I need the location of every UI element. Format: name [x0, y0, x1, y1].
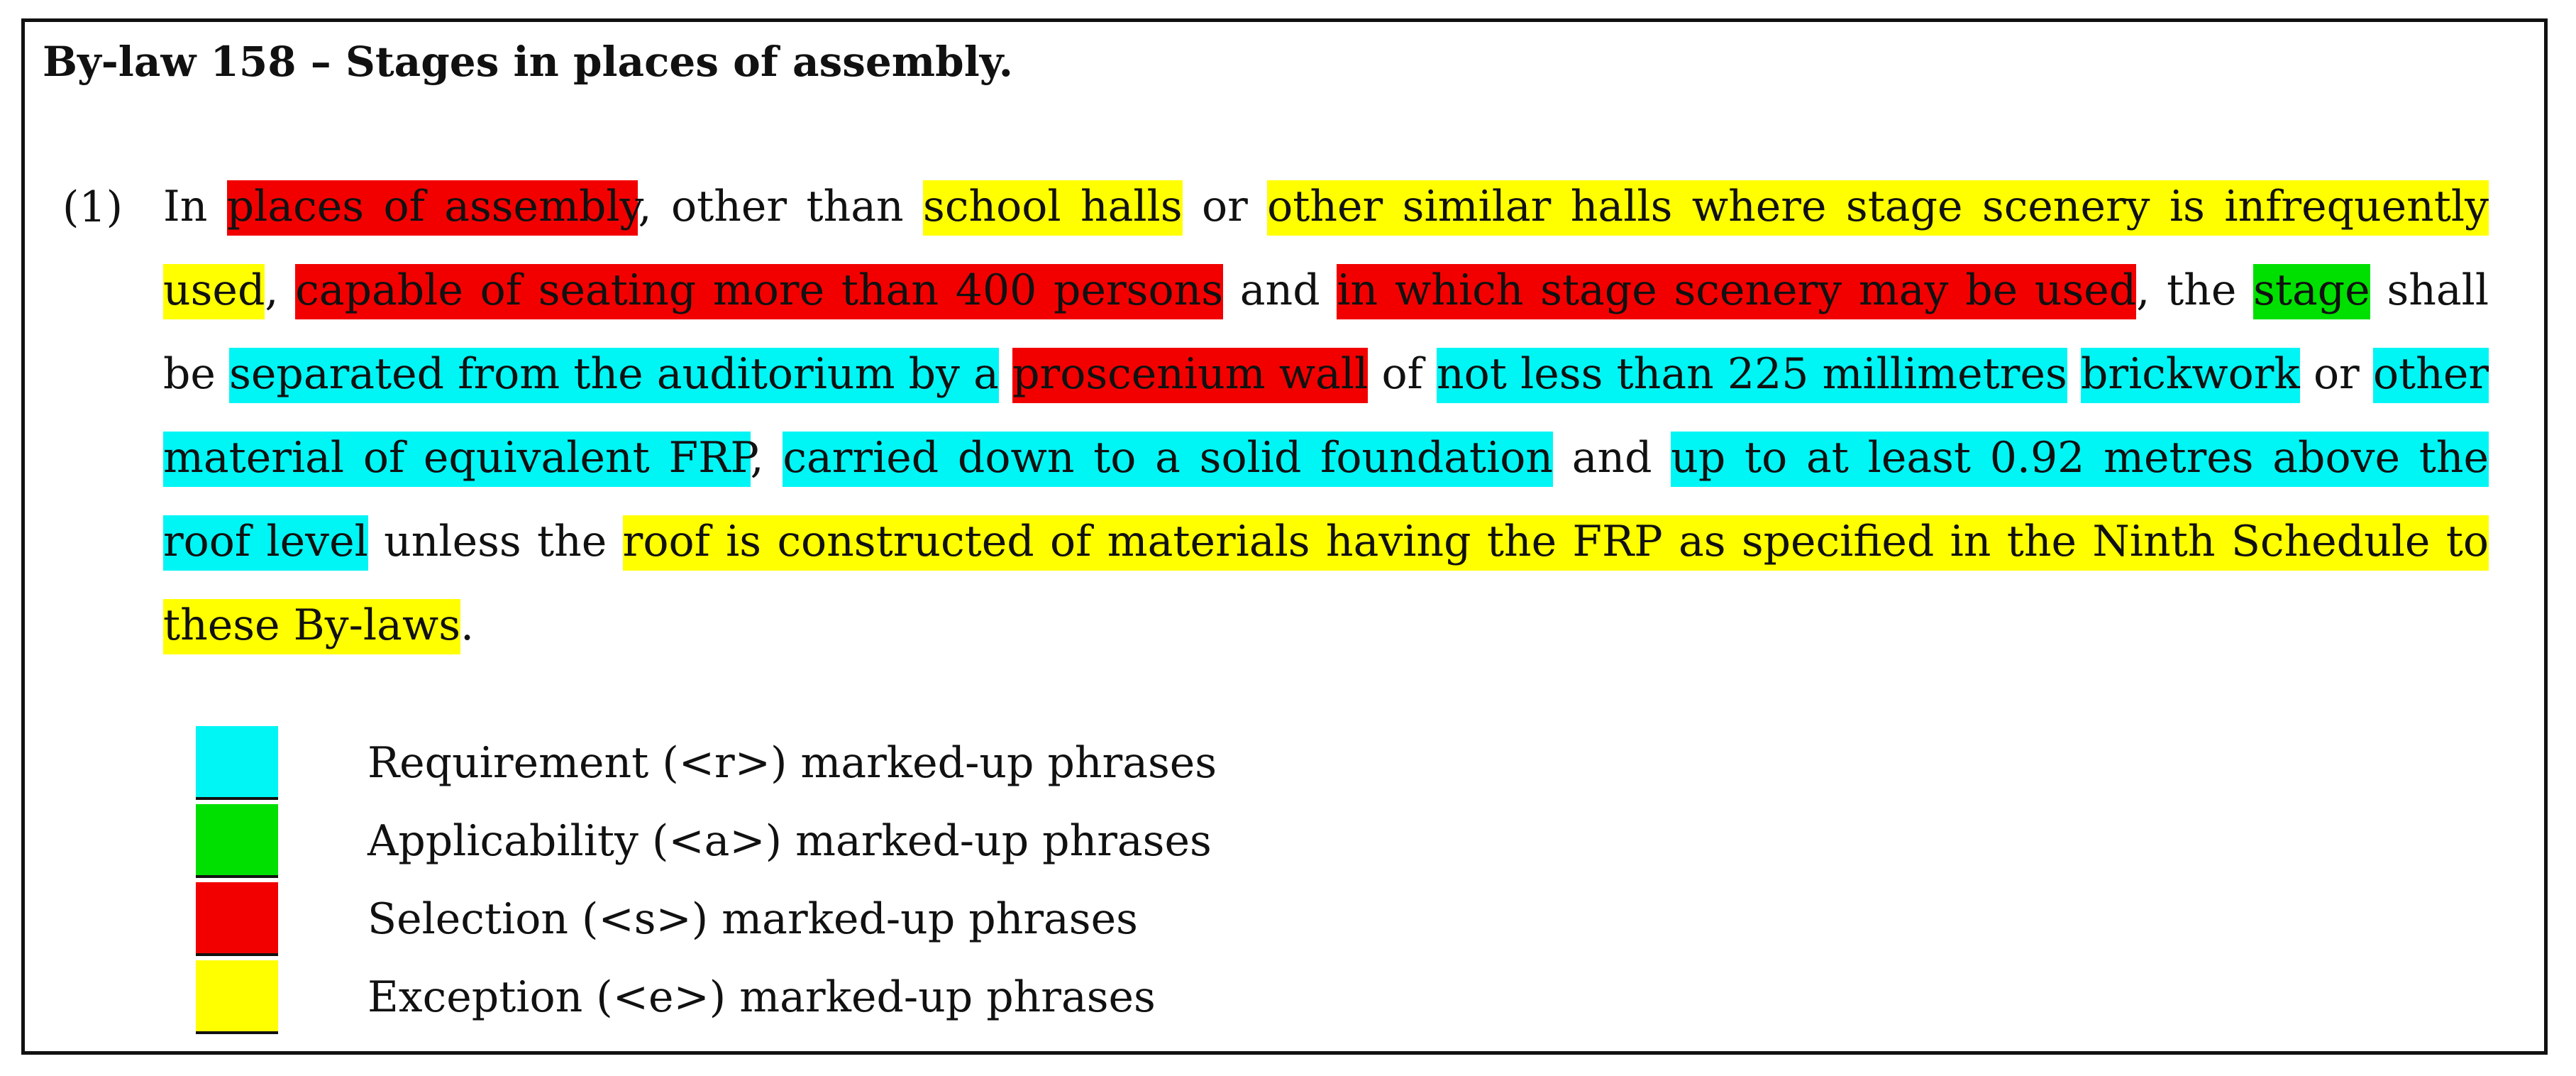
clause-text-run: or	[2299, 349, 2373, 399]
legend-label: Applicability (<a>) marked-up phrases	[367, 816, 1212, 866]
bylaw-title: By-law 158 – Stages in places of assembly.	[43, 38, 1013, 86]
exception-phrase: roof is constructed of materials having the FRP as specified in the Ninth Schedule to these By-laws	[163, 515, 2489, 654]
legend-label: Requirement (<r>) marked-up phrases	[367, 738, 1217, 788]
selection-phrase: in which stage scenery may be used	[1337, 264, 2136, 319]
clause-text-run: ,	[750, 433, 783, 483]
legend-label: Selection (<s>) marked-up phrases	[367, 894, 1138, 944]
clause-text-run: In	[163, 182, 227, 231]
clause-text-run: or	[1182, 182, 1268, 231]
requirement-phrase: carried down to a solid foundation	[783, 432, 1553, 487]
selection-phrase: places of assembly	[227, 180, 639, 236]
requirement-phrase: other material of equivalent FRP	[163, 348, 2489, 487]
requirement-phrase: separated from the auditorium by a	[229, 348, 999, 403]
legend-item-applicability	[196, 802, 1217, 880]
selection-color-swatch	[196, 882, 278, 956]
clause-text-run: unless the	[367, 517, 623, 566]
selection-phrase: capable of seating more than 400 persons	[295, 264, 1223, 319]
exception-phrase: other similar halls where stage scenery is infrequently used	[163, 180, 2489, 319]
applicability-color-swatch	[196, 804, 278, 878]
legend	[196, 724, 1217, 1036]
clause-text-run: ,	[265, 265, 296, 315]
clause-text-run	[2067, 349, 2081, 399]
legend-item-requirement	[196, 724, 1217, 802]
selection-phrase: proscenium wall	[1012, 348, 1368, 403]
legend-label: Exception (<e>) marked-up phrases	[367, 972, 1156, 1022]
clause-text-run: shall be	[163, 265, 2489, 399]
clause-text-run: , other than	[638, 182, 924, 231]
requirement-phrase: brickwork	[2081, 348, 2300, 403]
exception-phrase: school halls	[923, 180, 1182, 236]
applicability-phrase: stage	[2253, 264, 2370, 319]
clause-text-run: of	[1368, 349, 1437, 399]
clause-text-run: , the	[2136, 265, 2254, 315]
clause-text-run: and	[1552, 433, 1671, 483]
legend-item-selection	[196, 880, 1217, 958]
requirement-phrase: not less than 225 millimetres	[1437, 348, 2067, 403]
clause-text	[163, 165, 2489, 667]
clause-number: (1)	[62, 182, 123, 232]
clause-text-run: and	[1223, 265, 1337, 315]
clause-text-run	[999, 349, 1012, 399]
exception-color-swatch	[196, 960, 278, 1034]
requirement-phrase: up to at least 0.92 metres above the roof level	[163, 432, 2489, 571]
legend-item-exception	[196, 958, 1217, 1036]
clause-text-run: .	[460, 600, 475, 650]
requirement-color-swatch	[196, 726, 278, 800]
